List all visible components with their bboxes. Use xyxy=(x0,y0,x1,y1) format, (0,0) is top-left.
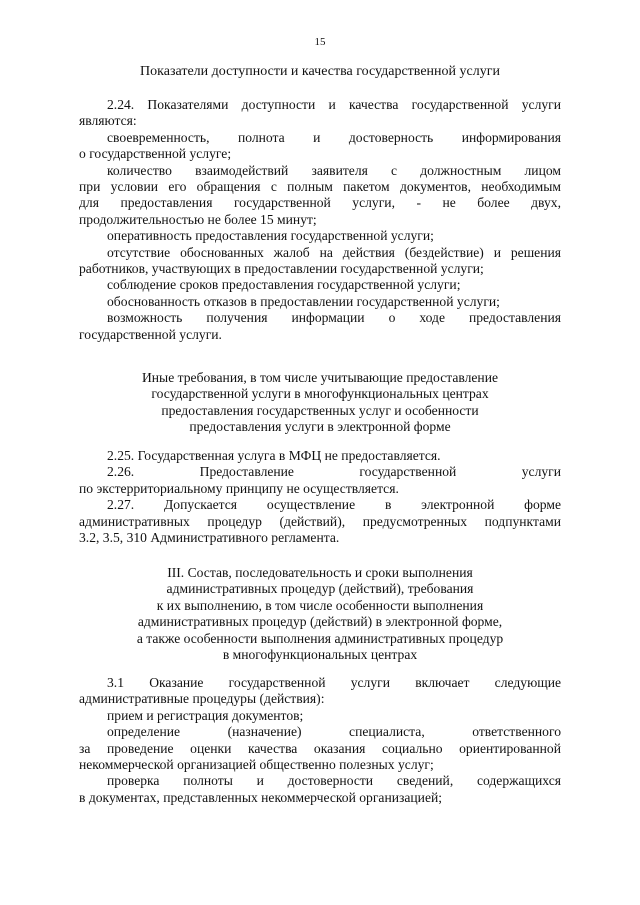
heading-line: Иные требования, в том числе учитывающие предоставление xyxy=(141,370,499,385)
text-line: 2.26. Предоставление государственной услуги xyxy=(107,464,561,480)
paragraphs-2-25-2-27 xyxy=(79,448,561,546)
heading-line: административных процедур (действий) в электронной форме, xyxy=(137,614,503,630)
text-line: являются: xyxy=(79,113,137,129)
text-line: о государственной услуге; xyxy=(79,146,232,162)
text-line: 2.24. Показателями доступности и качества государственной услуги xyxy=(107,97,561,112)
text-line: оперативность предоставления государственной услуги; xyxy=(107,228,434,244)
section-heading-iii xyxy=(79,565,561,663)
heading-line: административных процедур (действий), требования xyxy=(166,581,474,597)
text-line: работников, участвующих в предоставлении государственной услуги; xyxy=(79,261,484,277)
heading-line: а также особенности выполнения административных процедур xyxy=(136,630,504,646)
heading-line: предоставления услуги в электронной форме xyxy=(189,419,451,435)
text-line: возможность получения информации о ходе предоставления xyxy=(107,310,561,326)
text-line: 2.25. Государственная услуга в МФЦ не предоставляется. xyxy=(107,448,441,463)
text-line: для предоставления государственной услуги, - не более двух, xyxy=(79,195,561,211)
text-line: своевременность, полнота и достоверность информирования xyxy=(107,129,561,145)
heading-line: государственной услуги в многофункциональных центрах xyxy=(151,386,489,402)
heading-line: III. Состав, последовательность и сроки выполнения xyxy=(167,565,473,580)
text-line: количество взаимодействий заявителя с должностным лицом xyxy=(107,162,561,178)
text-line: административные процедуры (действия): xyxy=(79,691,325,707)
text-line: государственной услуги. xyxy=(79,326,222,342)
text-line: при условии его обращения с полным пакетом документов, необходимым xyxy=(79,179,561,195)
subsection-heading-other-requirements xyxy=(79,370,561,436)
heading-line: предоставления государственных услуг и особенности xyxy=(161,402,479,418)
text-line: прием и регистрация документов; xyxy=(107,707,304,723)
section-title: Показатели доступности и качества государственной услуги xyxy=(140,64,500,79)
text-line: 2.27. Допускается осуществление в электронной форме xyxy=(107,497,561,513)
text-line: в документах, представленных некоммерческой организацией; xyxy=(79,789,443,805)
text-line: административных процедур (действий), предусмотренных подпунктами xyxy=(79,513,561,529)
paragraph-3-1 xyxy=(79,675,561,806)
text-line: определение (назначение) специалиста, ответственного xyxy=(107,724,561,740)
text-line: за проведение оценки качества оказания социально ориентированной xyxy=(79,740,561,756)
text-line: продолжительностью не более 15 минут; xyxy=(79,211,317,227)
text-line: 3.2, 3.5, 310 Административного регламента. xyxy=(79,530,340,546)
text-line: отсутствие обоснованных жалоб на действия (бездействие) и решения xyxy=(107,244,561,260)
text-line: обоснованность отказов в предоставлении государственной услуги; xyxy=(107,293,500,309)
text-line: 3.1 Оказание государственной услуги включает следующие xyxy=(107,675,561,690)
paragraph-2-24 xyxy=(79,97,561,343)
text-line: по экстерриториальному принципу не осуществляется. xyxy=(79,480,399,496)
text-line: соблюдение сроков предоставления государственной услуги; xyxy=(107,277,461,293)
page-number: 15 xyxy=(314,36,326,48)
heading-line: к их выполнению, в том числе особенности выполнения xyxy=(156,597,484,613)
heading-line: в многофункциональных центрах xyxy=(222,647,418,663)
text-line: проверка полноты и достоверности сведений, содержащихся xyxy=(107,773,561,789)
text-line: некоммерческой организацией общественно полезных услуг; xyxy=(79,757,434,773)
